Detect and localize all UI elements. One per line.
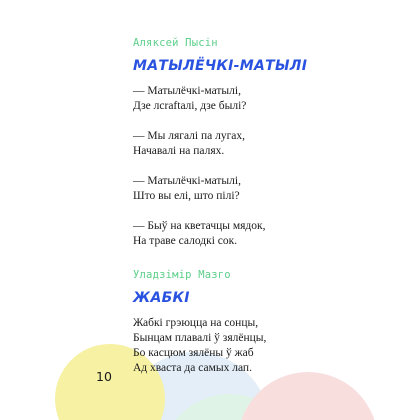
poem-2 [133, 268, 293, 376]
poem-line: Ад хваста да самых лап. [133, 362, 252, 374]
poem-line: — Матылёчкі-матылі, [133, 85, 241, 97]
poem-line: Жабкі грэюцца на сонцы, [133, 317, 259, 329]
poem-1-stanza [133, 84, 293, 114]
poem-line: На траве салодкі сок. [133, 235, 238, 247]
poem-line: Дзе лcraftaлі, дзе былі? [133, 100, 247, 112]
poem-line: — Мы лягалі па лугах, [133, 130, 246, 142]
page-content [133, 36, 308, 391]
poem-2-author: Уладзімір Мазго [133, 269, 231, 281]
poem-1-stanza [133, 129, 293, 159]
poem-line: — Матылёчкі-матылі, [133, 175, 241, 187]
poem-line: — Быў на кветачцы мядок, [133, 220, 266, 232]
poem-line: Бынцам плавалі ў зялёнцы, [133, 332, 267, 344]
poem-1 [133, 36, 308, 249]
page-number: 10 [96, 369, 112, 384]
poem-line: Што вы елі, што пілі? [133, 190, 240, 202]
poem-line: Бо касцюм зялёны ў жаб [133, 347, 254, 359]
poem-1-title: МАТЫЛЁЧКІ-МАТЫЛІ [133, 58, 308, 74]
poem-2-stanza [133, 316, 293, 376]
poem-1-stanza [133, 174, 293, 204]
poem-2-title: ЖАБКІ [133, 290, 190, 306]
poem-1-stanza [133, 219, 293, 249]
poem-line: Начавалі на палях. [133, 145, 225, 157]
poem-1-author: Аляксей Пысін [133, 37, 218, 49]
